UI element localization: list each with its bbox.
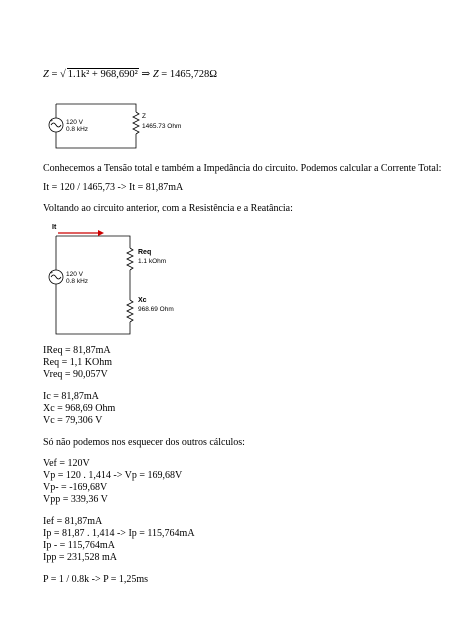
xc-line: Xc = 968,69 Ohm: [43, 403, 116, 414]
source1-voltage: 120 V: [66, 119, 83, 126]
req-resistor: [127, 248, 133, 270]
ip-line: Ip = 81,87 . 1,414 -> Ip = 115,764mA: [43, 528, 195, 539]
req-label: Req: [138, 249, 152, 256]
formula-result: 1465,728Ω: [169, 69, 218, 80]
paragraph-known-values: Conhecemos a Tensão total e também a Impedância do circuito. Podemos calcular a Corrente Total:: [43, 163, 442, 174]
req-value: 1.1 kOhm: [138, 258, 167, 265]
vp-line: Vp = 120 . 1,414 -> Vp = 169,68V: [43, 470, 183, 481]
z-value: 1465.73 Ohm: [142, 123, 182, 130]
xc-label: Xc: [138, 297, 147, 304]
ipp-line: Ipp = 231,528 mA: [43, 552, 117, 563]
z-resistor: [133, 112, 139, 134]
vp-negative-line: Vp- = -169,68V: [43, 482, 108, 493]
formula-lhs: Z: [43, 69, 49, 80]
implies-arrow: ⇒: [141, 69, 153, 80]
sqrt-sign: √: [60, 69, 66, 80]
ic-line: Ic = 81,87mA: [43, 391, 99, 402]
current-label-it: It: [52, 224, 57, 231]
vc-line: Vc = 79,306 V: [43, 415, 103, 426]
vreq-line: Vreq = 90,057V: [43, 369, 108, 380]
z-label: Z: [142, 113, 146, 120]
period-line: P = 1 / 0.8k -> P = 1,25ms: [43, 574, 149, 585]
vpp-line: Vpp = 339,36 V: [43, 494, 108, 505]
circuit-diagram-1: [38, 98, 208, 154]
vef-line: Vef = 120V: [43, 458, 90, 469]
source2-frequency: 0.8 kHz: [66, 278, 89, 285]
paragraph-other-calcs: Só não podemos nos esquecer dos outros cálculos:: [43, 437, 245, 448]
ief-line: Ief = 81,87mA: [43, 516, 103, 527]
impedance-formula: Z = √ 1.1k² + 968,690² ⇒ Z = 1465,728Ω: [43, 69, 218, 80]
ip-negative-line: Ip - = 115,764mA: [43, 540, 115, 551]
req-line: Req = 1,1 KOhm: [43, 357, 112, 368]
formula-result-lhs: Z: [152, 69, 159, 80]
paragraph-back-to-circuit: Voltando ao circuito anterior, com a Resistência e a Reatância:: [43, 203, 293, 214]
svg-text:+: +: [50, 118, 53, 124]
circuit-diagram-2: [38, 222, 208, 340]
svg-text:+: +: [50, 270, 53, 276]
total-current-calc: It = 120 / 1465,73 -> It = 81,87mA: [43, 182, 184, 193]
xc-resistor: [127, 300, 133, 322]
xc-value: 968.69 Ohm: [138, 306, 174, 313]
source2-voltage: 120 V: [66, 271, 83, 278]
ireq-line: IReq = 81,87mA: [43, 345, 111, 356]
formula-radicand: 1.1k² + 968,690²: [67, 69, 138, 80]
source1-frequency: 0.8 kHz: [66, 126, 89, 133]
